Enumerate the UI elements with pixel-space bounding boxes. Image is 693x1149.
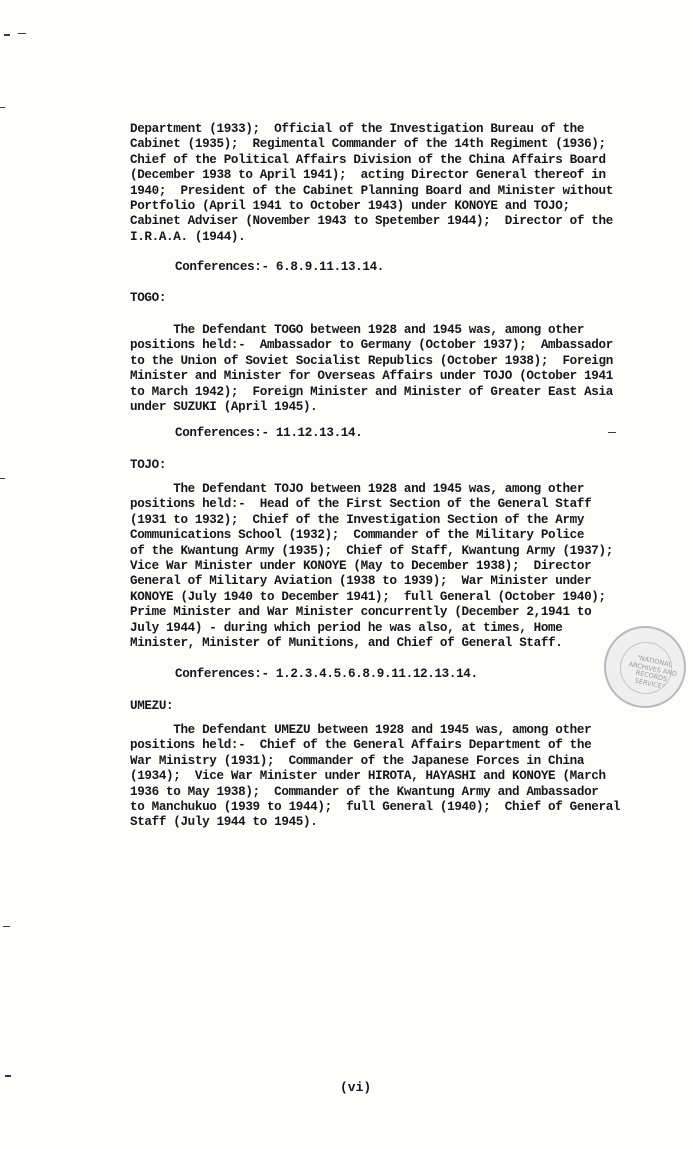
section-heading-togo: TOGO: [130, 291, 167, 305]
stamp-text: "NATIONAL ARCHIVES AND RECORDS SERVICE" [628, 653, 678, 691]
text-line: positions held:- Chief of the General Affairs Department of the [130, 738, 592, 753]
text-line: General of Military Aviation (1938 to 1939); War Minister under [130, 574, 592, 589]
text-line: Minister and Minister for Overseas Affairs under TOJO (October 1941 [130, 369, 613, 384]
scan-mark [3, 926, 10, 927]
text-line: under SUZUKI (April 1945). [130, 400, 318, 415]
scan-mark [0, 107, 5, 108]
text-line: (December 1938 to April 1941); acting Director General thereof in [130, 168, 606, 183]
section-heading-umezu: UMEZU: [130, 699, 174, 713]
page-number: (vi) [340, 1080, 372, 1095]
text-line: Cabinet (1935); Regimental Commander of the 14th Regiment (1936); [130, 137, 606, 152]
text-line: Chief of the Political Affairs Division of the China Affairs Board [130, 152, 606, 167]
togo-paragraph [130, 323, 613, 415]
text-line: Communications School (1932); Commander of the Military Police [130, 528, 585, 543]
text-line: July 1944) - during which period he was also, at times, Home [130, 620, 563, 635]
text-line: Prime Minister and War Minister concurrently (December 2,1941 to [130, 605, 592, 620]
conferences-line: Conferences:- 1.2.3.4.5.6.8.9.11.12.13.14. [175, 667, 478, 681]
archives-stamp [604, 626, 686, 708]
text-line: to Manchukuo (1939 to 1944); full General (1940); Chief of General [130, 800, 621, 815]
text-line: Department (1933); Official of the Investigation Bureau of the [130, 122, 585, 136]
text-line: Portfolio (April 1941 to October 1943) under KONOYE and TOJO; [130, 199, 570, 214]
section-heading-tojo: TOJO: [130, 458, 167, 472]
text-line: to the Union of Soviet Socialist Republics (October 1938); Foreign [130, 353, 613, 368]
text-line: The Defendant TOJO between 1928 and 1945 was, among other [130, 482, 585, 496]
text-line: I.R.A.A. (1944). [130, 229, 246, 244]
scan-mark [5, 1075, 11, 1077]
umezu-paragraph [130, 723, 620, 831]
text-line: positions held:- Head of the First Section of the General Staff [130, 497, 592, 512]
conferences-line: Conferences:- 6.8.9.11.13.14. [175, 260, 385, 274]
text-line: (1934); Vice War Minister under HIROTA, HAYASHI and KONOYE (March [130, 769, 606, 784]
text-line: War Ministry (1931); Commander of the Japanese Forces in China [130, 753, 585, 768]
text-line: Staff (July 1944 to 1945). [130, 815, 318, 830]
text-line: (1931 to 1932); Chief of the Investigation Section of the Army [130, 512, 585, 527]
intro-paragraph [130, 122, 613, 245]
text-line: KONOYE (July 1940 to December 1941); full General (October 1940); [130, 589, 606, 604]
scan-mark [18, 33, 26, 34]
text-line: Cabinet Adviser (November 1943 to Spetember 1944); Director of the [130, 214, 613, 229]
text-line: to March 1942); Foreign Minister and Minister of Greater East Asia [130, 384, 613, 399]
scan-mark [608, 432, 616, 433]
text-line: 1936 to May 1938); Commander of the Kwantung Army and Ambassador [130, 784, 599, 799]
scan-mark [0, 478, 5, 479]
text-line: Vice War Minister under KONOYE (May to December 1938); Director [130, 559, 592, 574]
text-line: 1940; President of the Cabinet Planning Board and Minister without [130, 183, 613, 198]
conferences-line: Conferences:- 11.12.13.14. [175, 426, 363, 440]
text-line: of the Kwantung Army (1935); Chief of Staff, Kwantung Army (1937); [130, 543, 613, 558]
text-line: The Defendant TOGO between 1928 and 1945 was, among other [130, 323, 585, 337]
scan-mark [4, 34, 10, 36]
text-line: positions held:- Ambassador to Germany (October 1937); Ambassador [130, 338, 613, 353]
tojo-paragraph [130, 482, 613, 651]
text-line: Minister, Minister of Munitions, and Chief of General Staff. [130, 636, 563, 651]
text-line: The Defendant UMEZU between 1928 and 1945 was, among other [130, 723, 592, 737]
